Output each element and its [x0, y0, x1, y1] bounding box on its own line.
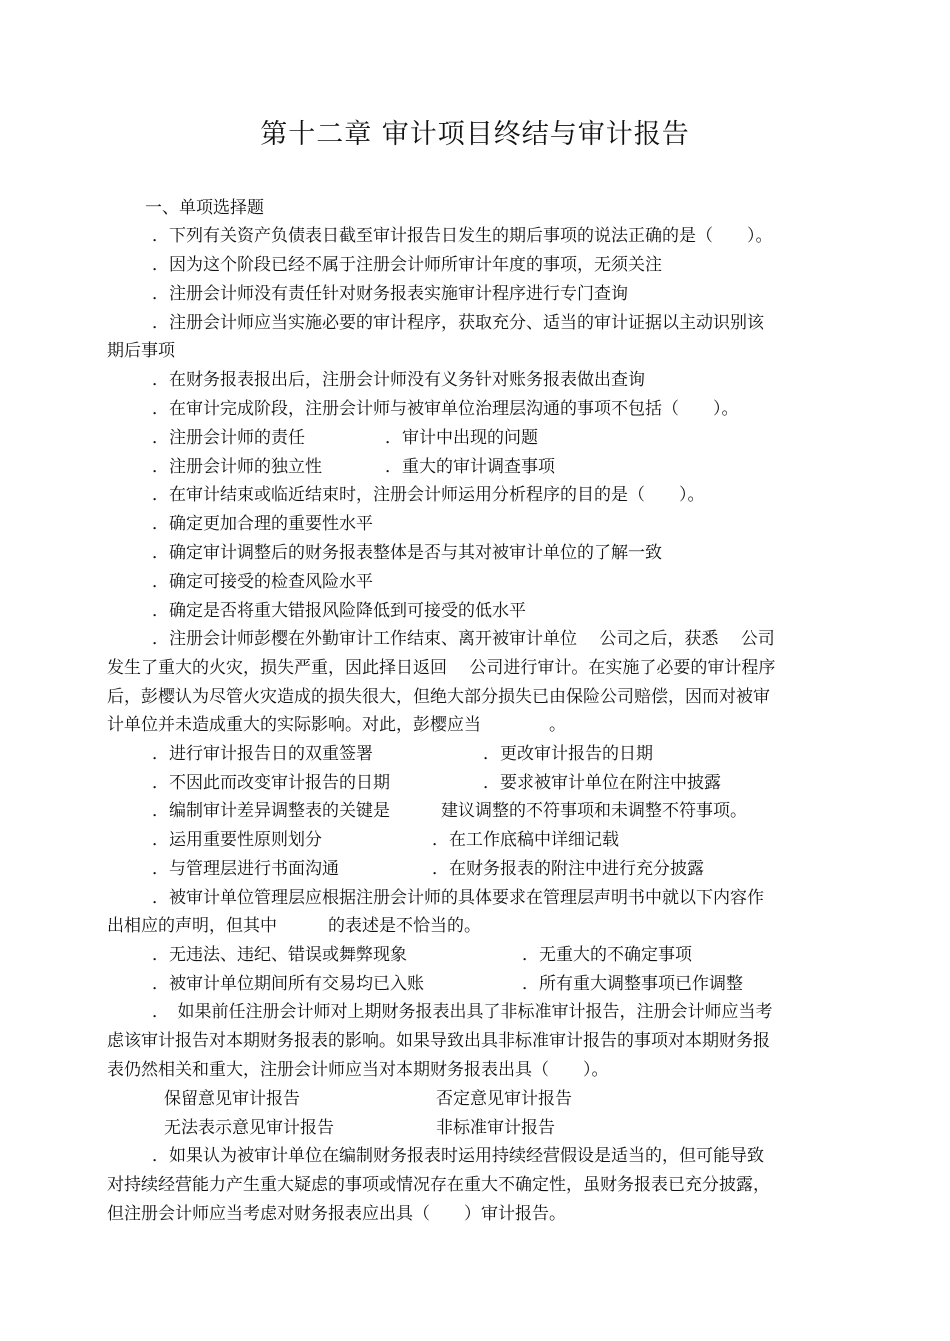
text-line: ．重大的审计调查事项: [385, 457, 555, 477]
text-line: ．被审计单位期间所有交易均已入账: [152, 974, 424, 994]
text-line: ．如果认为被审计单位在编制财务报表时运用持续经营假设是适当的，但可能导致: [152, 1146, 764, 1166]
text-line: 非标准审计报告: [436, 1118, 555, 1138]
text-line: ．审计中出现的问题: [385, 428, 538, 448]
text-line: 计单位并未造成重大的实际影响。对此，彭樱应当 。: [107, 715, 566, 735]
text-line: 保留意见审计报告: [164, 1089, 300, 1109]
text-line: 出相应的声明，但其中 的表述是不恰当的。: [107, 916, 481, 936]
text-line: 后，彭樱认为尽管火灾造成的损失很大，但绝大部分损失已由保险公司赔偿，因而对被审: [107, 687, 770, 707]
text-line: ．注册会计师没有责任针对财务报表实施审计程序进行专门查询: [152, 284, 628, 304]
text-line: ．所有重大调整事项已作调整: [522, 974, 743, 994]
text-line: ．确定审计调整后的财务报表整体是否与其对被审计单位的了解一致: [152, 543, 662, 563]
text-line: ．在审计完成阶段，注册会计师与被审单位治理层沟通的事项不包括（ ）。: [152, 399, 739, 419]
text-line: 否定意见审计报告: [436, 1089, 572, 1109]
text-line: ．确定更加合理的重要性水平: [152, 514, 373, 534]
text-line: ．无重大的不确定事项: [522, 945, 692, 965]
text-line: ．编制审计差异调整表的关键是 建议调整的不符事项和未调整不符事项。: [152, 801, 747, 821]
text-line: ．在审计结束或临近结束时，注册会计师运用分析程序的目的是（ ）。: [152, 485, 705, 505]
text-line: 发生了重大的火灾，损失严重，因此择日返回 公司进行审计。在实施了必要的审计程序: [107, 658, 776, 678]
text-line: ．注册会计师应当实施必要的审计程序，获取充分、适当的审计证据以主动识别该: [152, 313, 764, 333]
text-line: ．更改审计报告的日期: [483, 744, 653, 764]
text-line: ．被审计单位管理层应根据注册会计师的具体要求在管理层声明书中就以下内容作: [152, 888, 764, 908]
page-title: 第十二章 审计项目终结与审计报告: [260, 119, 690, 150]
text-line: ．进行审计报告日的双重签署: [152, 744, 373, 764]
text-line: 表仍然相关和重大，注册会计师应当对本期财务报表出具（ ）。: [107, 1060, 609, 1080]
text-line: ．要求被审计单位在附注中披露: [483, 773, 721, 793]
text-line: ．下列有关资产负债表日截至审计报告日发生的期后事项的说法正确的是（ ）。: [152, 226, 773, 246]
text-line: 但注册会计师应当考虑对财务报表应出具（ ）审计报告。: [107, 1204, 566, 1224]
text-line: ． 如果前任注册会计师对上期财务报表出具了非标准审计报告，注册会计师应当考: [152, 1002, 773, 1022]
text-line: ．不因此而改变审计报告的日期: [152, 773, 390, 793]
text-line: 一、单项选择题: [145, 198, 264, 218]
text-line: ．注册会计师彭樱在外勤审计工作结束、离开被审计单位 公司之后，获悉 公司: [152, 629, 775, 649]
text-line: ．在财务报表的附注中进行充分披露: [432, 859, 704, 879]
text-line: ．注册会计师的责任: [152, 428, 305, 448]
text-line: ．与管理层进行书面沟通: [152, 859, 339, 879]
text-line: ．确定可接受的检查风险水平: [152, 572, 373, 592]
text-line: 虑该审计报告对本期财务报表的影响。如果导致出具非标准审计报告的事项对本期财务报: [107, 1031, 770, 1051]
text-line: 期后事项: [107, 341, 175, 361]
text-line: ．在财务报表报出后，注册会计师没有义务针对账务报表做出查询: [152, 370, 645, 390]
text-line: ．无违法、违纪、错误或舞弊现象: [152, 945, 407, 965]
text-line: 对持续经营能力产生重大疑虑的事项或情况存在重大不确定性，虽财务报表已充分披露，: [107, 1175, 770, 1195]
text-line: 无法表示意见审计报告: [164, 1118, 334, 1138]
text-line: ．确定是否将重大错报风险降低到可接受的低水平: [152, 601, 526, 621]
text-line: ．运用重要性原则划分: [152, 830, 322, 850]
text-line: ．在工作底稿中详细记载: [432, 830, 619, 850]
text-line: ．因为这个阶段已经不属于注册会计师所审计年度的事项，无须关注: [152, 255, 662, 275]
text-line: ．注册会计师的独立性: [152, 457, 322, 477]
